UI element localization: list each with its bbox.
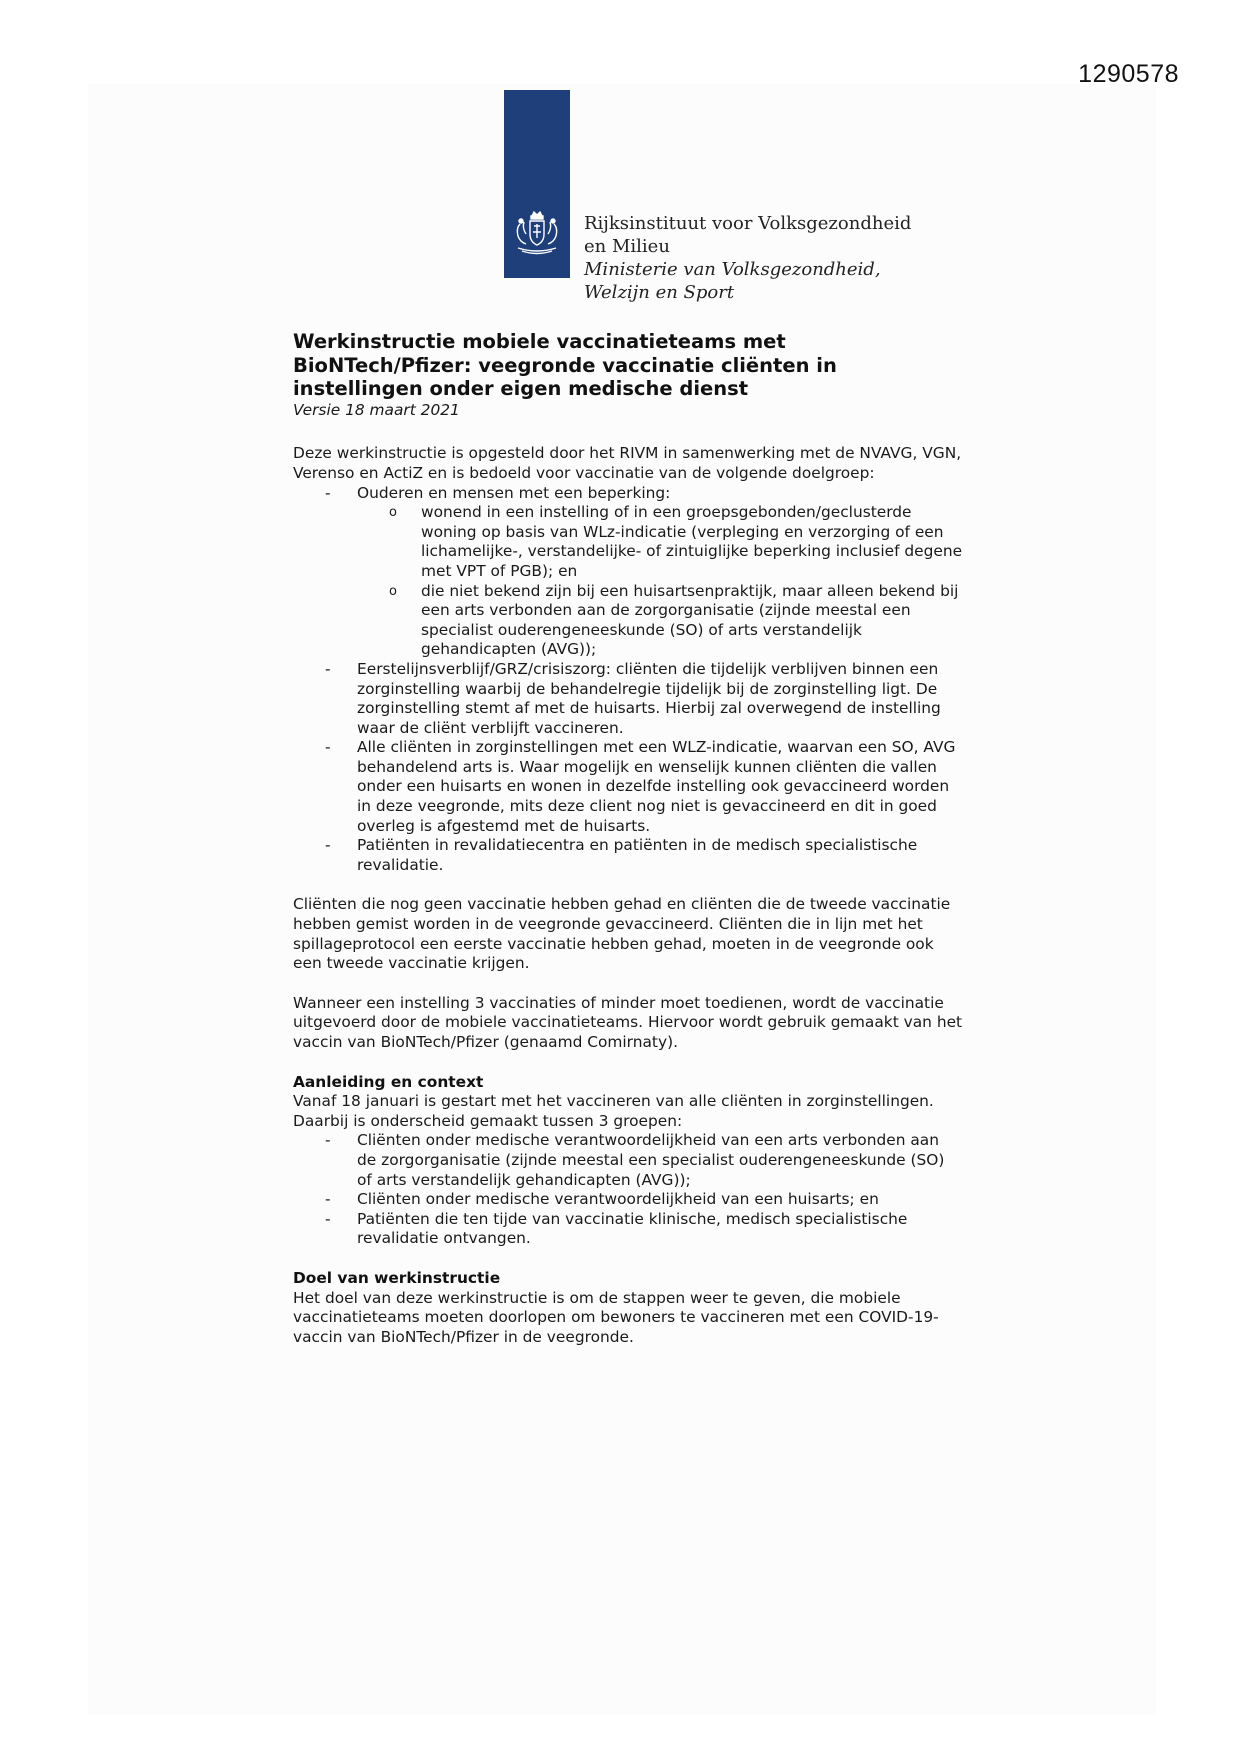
- org-line-1: Rijksinstituut voor Volksgezondheid: [584, 213, 912, 234]
- title-line-1: Werkinstructie mobiele vaccinatieteams met: [293, 330, 786, 353]
- royal-coat-of-arms-icon: [510, 208, 564, 258]
- section-text-context: Vanaf 18 januari is gestart met het vaccineren van alle cliënten in zorginstellingen. Daarbij is onderscheid gemaakt tussen 3 groepen:: [293, 1092, 934, 1130]
- document-body: [293, 330, 963, 1347]
- sub-list-item: o wonend in een instelling of in een groepsgebonden/geclusterde woning op basis van WLz-indicatie (verpleging en verzorging of een lichamelijke-, verstandelijke- of zintuiglijke beperking inclusief degene met VPT of PGB); en: [357, 503, 963, 581]
- list-item: - Patiënten die ten tijde van vaccinatie klinische, medisch specialistische revalidatie ontvangen.: [293, 1210, 963, 1249]
- target-group-list: [293, 484, 963, 876]
- version-date: Versie 18 maart 2021: [293, 400, 460, 419]
- list-item: - Cliënten onder medische verantwoordelijkheid van een arts verbonden aan de zorgorganisatie (zijnde meestal een specialist ouderengeneeskunde (SO) of arts verstandelijk gehandicapten (AVG));: [293, 1131, 963, 1190]
- section-heading-goal: Doel van werkinstructie: [293, 1268, 501, 1287]
- list-item: - Eerstelijnsverblijf/GRZ/crisiszorg: cliënten die tijdelijk verblijven binnen een zorginstelling waarbij de behandelregie tijdelijk bij de zorginstelling ligt. De zorginstelling stemt af met de huisarts. Hierbij zal overwegend de instelling waar de cliënt verblijft vaccineren.: [293, 660, 963, 738]
- section-heading-context: Aanleiding en context: [293, 1072, 484, 1091]
- paragraph-missed-vaccinations: Cliënten die nog geen vaccinatie hebben gehad en cliënten die de tweede vaccinatie hebben gemist worden in de veegronde gevaccineerd. Cliënten die in lijn met het spillageprotocol een eerste vaccinatie hebben gehad, moeten in de veegronde ook een tweede vaccinatie krijgen.: [293, 895, 951, 973]
- document-title: [293, 330, 963, 401]
- ministry-line-2: Welzijn en Sport: [584, 282, 735, 303]
- list-item: [293, 484, 963, 660]
- title-line-3: instellingen onder eigen medische dienst: [293, 377, 749, 401]
- logo-bar: [504, 90, 570, 278]
- ministry-line-1: Ministerie van Volksgezondheid,: [584, 259, 881, 280]
- paragraph-mobile-teams: Wanneer een instelling 3 vaccinaties of minder moet toedienen, wordt de vaccinatie uitgevoerd door de mobiele vaccinatieteams. Hiervoor wordt gebruik gemaakt van het vaccin van BioNTech/Pfizer (genaamd Comirnaty).: [293, 993, 963, 1051]
- section-text-goal: Het doel van deze werkinstructie is om de stappen weer te geven, die mobiele vaccinatieteams moeten doorlopen om bewoners te vaccineren met een COVID-19-vaccin van BioNTech/Pfizer in de veegronde.: [293, 1288, 939, 1346]
- client-groups-list: [293, 1131, 963, 1249]
- intro-paragraph: Deze werkinstructie is opgesteld door het RIVM in samenwerking met de NVAVG, VGN, Verenso en ActiZ en is bedoeld voor vaccinatie van de volgende doelgroep:: [293, 444, 962, 482]
- sub-list: [357, 503, 963, 660]
- list-item: - Patiënten in revalidatiecentra en patiënten in de medisch specialistische revalidatie.: [293, 836, 963, 875]
- list-item: - Alle cliënten in zorginstellingen met een WLZ-indicatie, waarvan een SO, AVG behandelend arts is. Waar mogelijk en wenselijk kunnen cliënten die vallen onder een huisarts en wonen in dezelfde instelling ook gevaccineerd worden in deze veegronde, mits deze client nog niet is gevaccineerd en dit in goed overleg is afgestemd met de huisarts.: [293, 738, 963, 836]
- document-number: 1290578: [1078, 60, 1179, 88]
- sub-list-item: o die niet bekend zijn bij een huisartsenpraktijk, maar alleen bekend bij een arts verbonden aan de zorgorganisatie (zijnde meestal een specialist ouderengeneeskunde (SO) of arts verstandelijk gehandicapten (AVG));: [357, 582, 963, 660]
- list-item: - Cliënten onder medische verantwoordelijkheid van een huisarts; en: [293, 1190, 963, 1210]
- title-line-2: BioNTech/Pfizer: veegronde vaccinatie cliënten in: [293, 353, 837, 377]
- list-item-text: Ouderen en mensen met een beperking:: [357, 483, 671, 502]
- organization-name: [584, 212, 911, 304]
- org-line-2: en Milieu: [584, 236, 670, 257]
